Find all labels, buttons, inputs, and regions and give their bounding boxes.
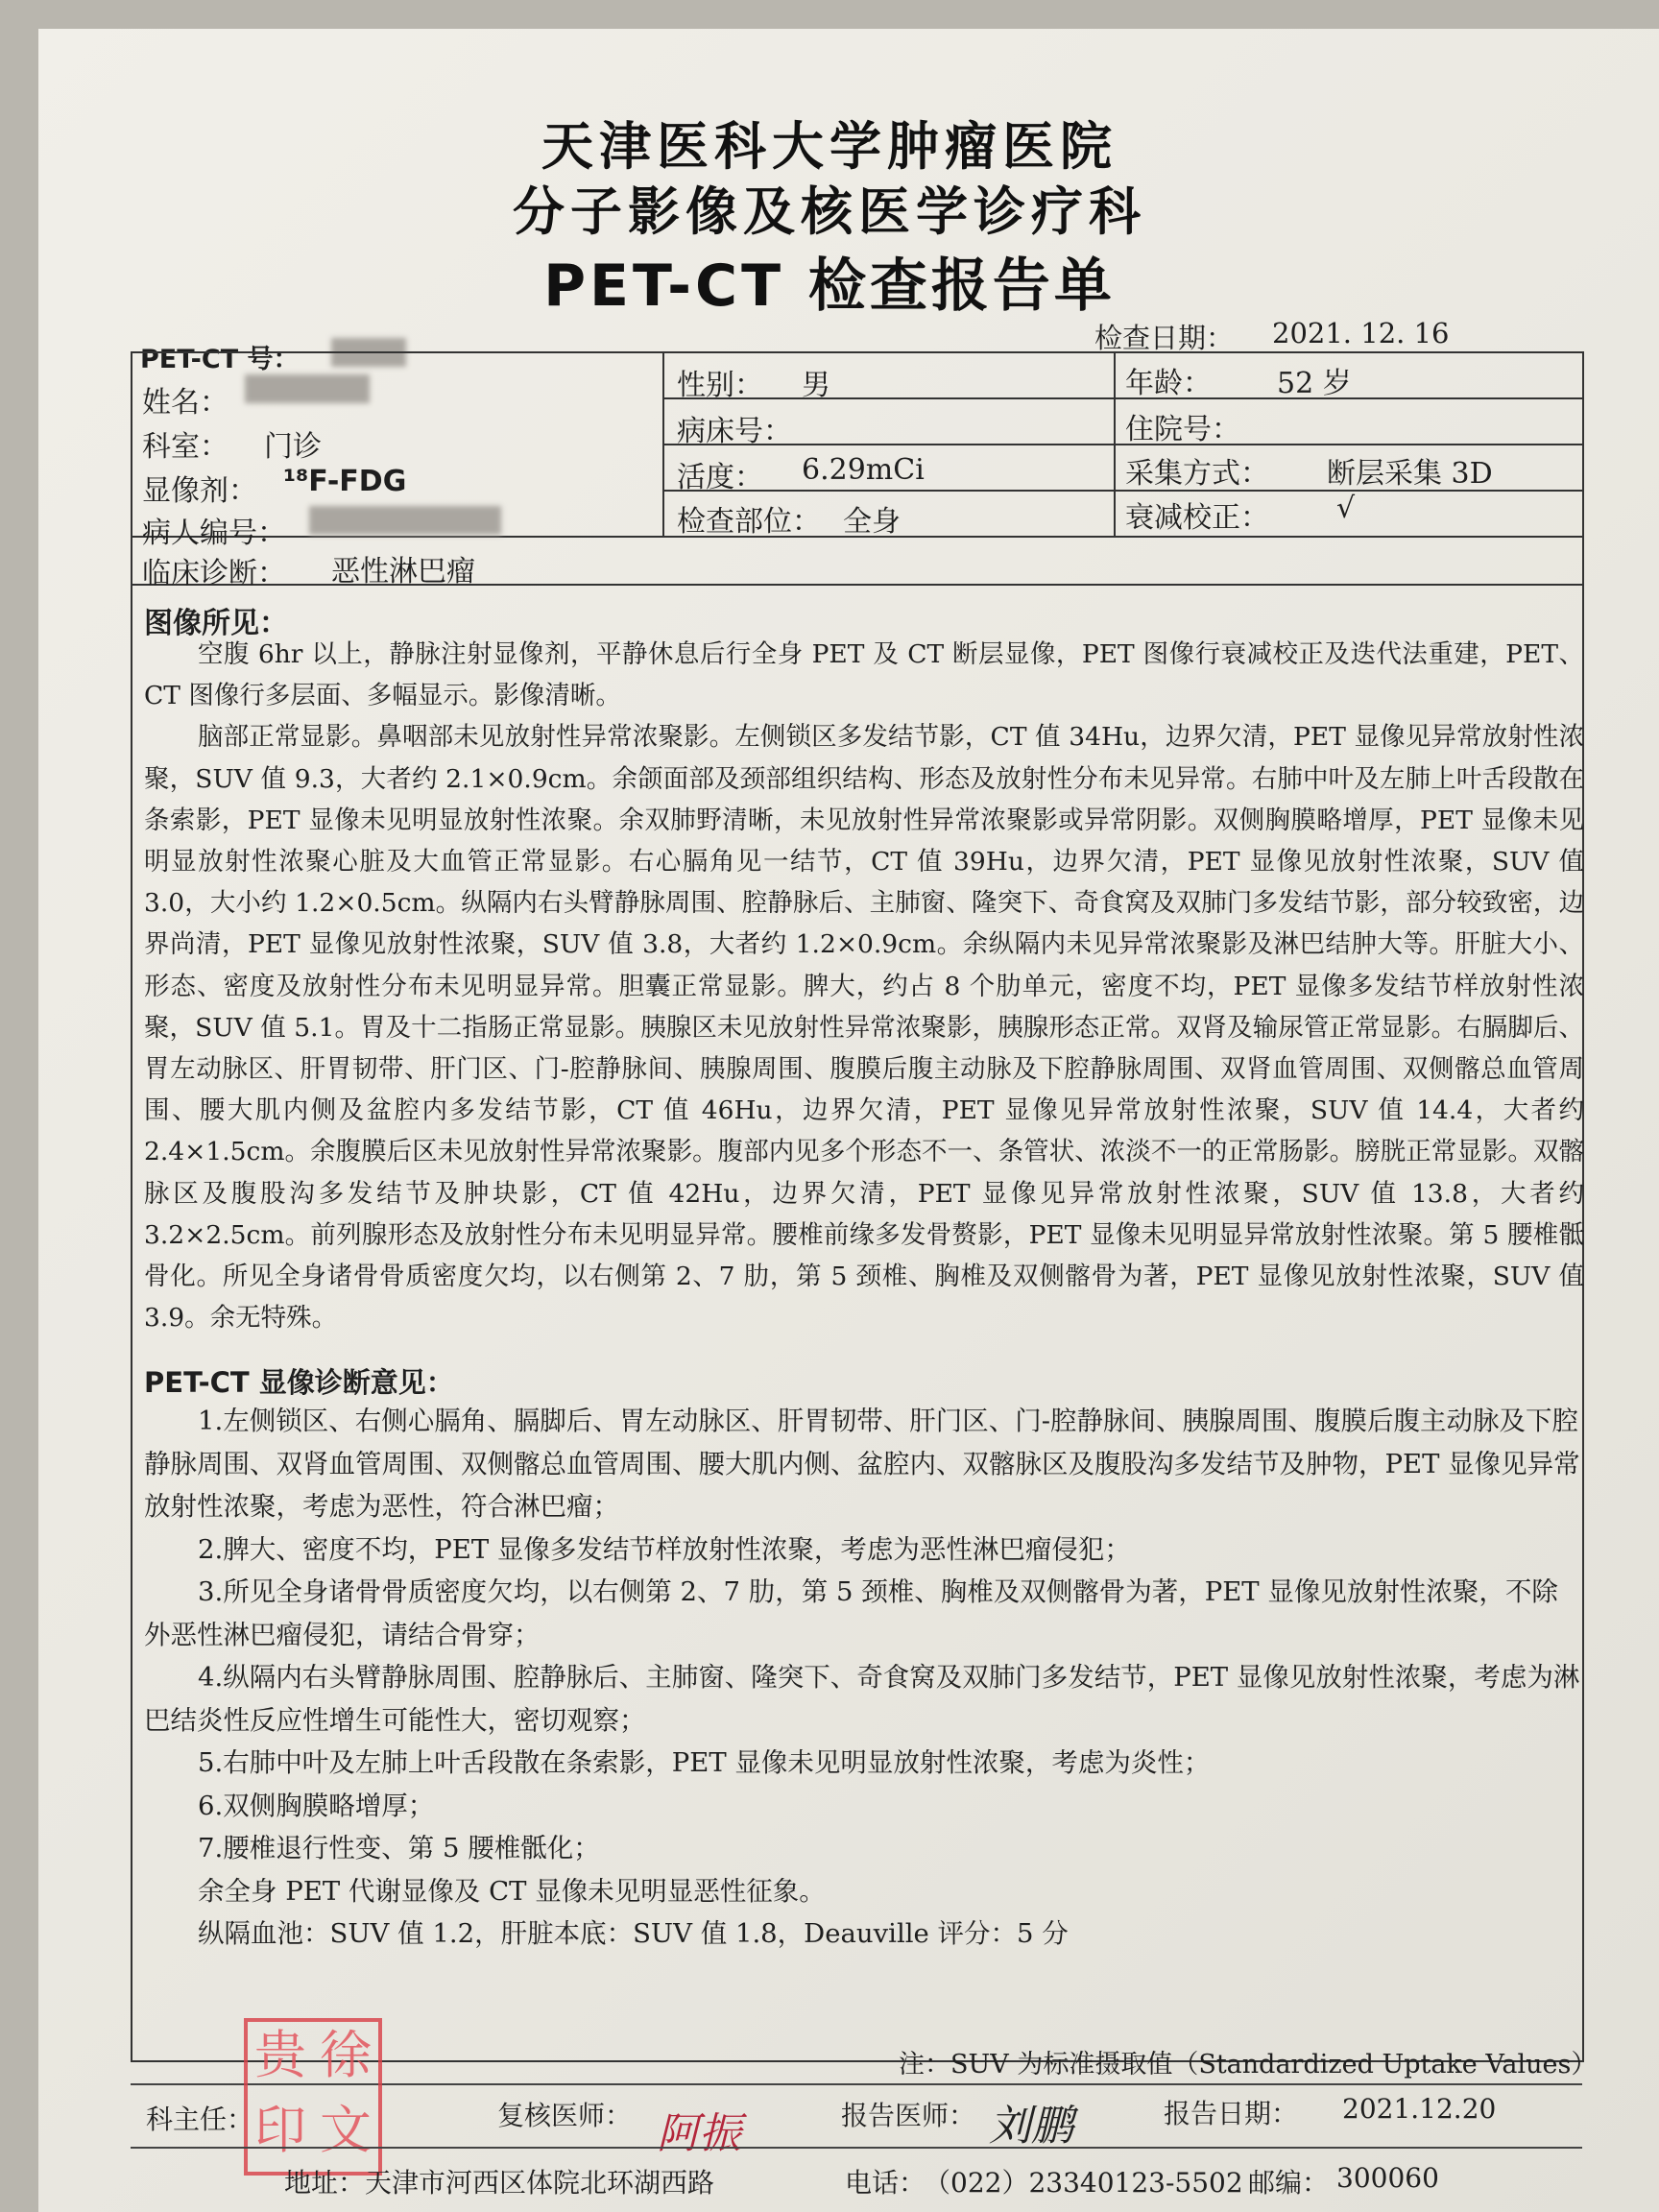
pid-label: 病人编号：	[142, 517, 286, 550]
clin-label: 临床诊断：	[142, 557, 286, 590]
petct-number-label: PET-CT 号：	[140, 345, 300, 374]
reviewer-label: 复核医师：	[497, 2100, 633, 2131]
acq-label: 采集方式：	[1125, 457, 1269, 491]
bed-label: 病床号：	[677, 415, 792, 448]
diagnosis-list	[144, 1400, 1584, 1956]
phone-value: （022）23340123-5502	[924, 2167, 1243, 2199]
findings-heading: 图像所见：	[144, 607, 288, 640]
report-date: 2021.12.20	[1342, 2093, 1497, 2125]
reviewer-signature: 阿振	[657, 2109, 741, 2158]
chief-label: 科主任：	[146, 2104, 254, 2135]
department-name: 分子影像及核医学诊疗科	[513, 181, 1146, 242]
diagnosis-heading: PET-CT 显像诊断意见：	[144, 1366, 454, 1399]
diagnosis-item: 7.腰椎退行性变、第 5 腰椎骶化；	[198, 1833, 600, 1863]
sex-label: 性别：	[677, 369, 763, 402]
redacted-pid	[309, 506, 501, 535]
address-label: 地址：	[284, 2167, 366, 2199]
zip-label: 邮编：	[1248, 2167, 1330, 2199]
atten-label: 衰减校正：	[1125, 501, 1269, 535]
zip-value: 300060	[1336, 2162, 1439, 2194]
sex-value: 男	[802, 369, 830, 402]
diagnosis-item: 3.所见全身诸骨骨质密度欠均，以右侧第 2、7 肋，第 5 颈椎、胸椎及双侧髂骨为著，PET 显像见放射性浓聚，不除外恶性淋巴瘤侵犯，请结合骨穿；	[144, 1576, 1558, 1650]
acq-value: 断层采集 3D	[1327, 457, 1493, 491]
age-label: 年龄：	[1125, 367, 1212, 400]
diagnosis-item: 6.双侧胸膜略增厚；	[198, 1790, 435, 1821]
findings-paragraph: 空腹 6hr 以上，静脉注射显像剂，平静休息后行全身 PET 及 CT 断层显像，PET 图像行衰减校正及迭代法重建，PET、CT 图像行多层面、多幅显示。影像清晰。	[144, 639, 1584, 711]
diagnosis-item: 1.左侧锁区、右侧心膈角、膈脚后、胃左动脉区、肝胃韧带、肝门区、门-腔静脉间、胰腺周围、腹膜后腹主动脉及下腔静脉周围、双肾血管周围、双侧髂总血管周围、腰大肌内侧、盆腔内、双髂脉区及腹股沟多发结节及肿物，PET 显像见异常放射性浓聚，考虑为恶性，符合淋巴瘤；	[144, 1406, 1580, 1522]
atten-value: √	[1336, 492, 1356, 525]
reporter-signature: 刘鹏	[989, 2102, 1073, 2151]
stamp-char: 徐	[320, 2025, 372, 2085]
grid-divider	[662, 444, 1582, 445]
name-label: 姓名：	[142, 386, 228, 420]
diagnosis-item: 5.右肺中叶及左肺上叶舌段散在条索影，PET 显像未见明显放射性浓聚，考虑为炎性；	[198, 1747, 1211, 1778]
stamp-char: 印	[254, 2100, 306, 2160]
findings-paragraph: 脑部正常显影。鼻咽部未见放射性异常浓聚影。左侧锁区多发结节影，CT 值 34Hu，边界欠清，PET 显像见异常放射性浓聚，SUV 值 9.3，大者约 2.1×0.9cm。余颌面部及颈部组织结构、形态及放射性分布未见异常。右肺中叶及左肺上叶舌段散在条索影，PET 显像未见明显放射性浓聚。余双肺野清晰，未见放射性异常浓聚影或异常阴影。双侧胸膜略增厚，PET 显像未见明显放射性浓聚心脏及大血管正常显影。右心膈角见一结节，CT 值 39Hu，边界欠清，PET 显像见放射性浓聚，SUV 值 3.0，大小约 1.2×0.5cm。纵隔内右头臂静脉周围、腔静脉后、主肺窗、隆突下、奇食窝及双肺门多发结节影，部分较致密，边界尚清，PET 显像见放射性浓聚，SUV 值 3.8，大者约 1.2×0.9cm。余纵隔内未见异常浓聚影及淋巴结肿大等。肝脏大小、形态、密度及放射性分布未见明显异常。胆囊正常显影。脾大，约占 8 个肋单元，密度不均，PET 显像多发结节样放射性浓聚，SUV 值 5.1。胃及十二指肠正常显影。胰腺区未见放射性异常浓聚影，胰腺形态正常。双肾及输尿管正常显影。右膈脚后、胃左动脉区、肝胃韧带、肝门区、门-腔静脉间、胰腺周围、腹膜后腹主动脉及下腔静脉周围、双肾血管周围、双侧髂总血管周围、腰大肌内侧及盆腔内多发结节影，CT 值 46Hu，边界欠清，PET 显像见异常放射性浓聚，SUV 值 14.4，大者约 2.4×1.5cm。余腹膜后区未见放射性异常浓聚影。腹部内见多个形态不一、条管状、浓淡不一的正常肠影。膀胱正常显影。双髂脉区及腹股沟多发结节及肿块影，CT 值 42Hu，边界欠清，PET 显像见异常放射性浓聚，SUV 值 13.8，大者约 3.2×2.5cm。前列腺形态及放射性分布未见明显异常。腰椎前缘多发骨赘影，PET 显像未见明显异常放射性浓聚。第 5 腰椎骶骨化。所见全身诸骨骨质密度欠均，以右侧第 2、7 肋，第 5 颈椎、胸椎及双侧髂骨为著，PET 显像见放射性浓聚，SUV 值 3.9。余无特殊。	[144, 722, 1584, 1334]
official-seal-stamp	[244, 2018, 382, 2176]
activity-value: 6.29mCi	[802, 453, 925, 487]
diagnosis-item: 余全身 PET 代谢显像及 CT 显像未见明显恶性征象。	[198, 1875, 826, 1907]
reporter-label: 报告医师：	[841, 2100, 976, 2131]
site-value: 全身	[843, 505, 901, 539]
diagnosis-item: 2.脾大、密度不均，PET 显像多发结节样放射性浓聚，考虑为恶性淋巴瘤侵犯；	[198, 1533, 1131, 1565]
agent-label: 显像剂：	[142, 474, 257, 508]
divider	[131, 2147, 1582, 2149]
grid-divider	[662, 397, 1582, 399]
clin-value: 恶性淋巴瘤	[331, 555, 475, 589]
inpatient-label: 住院号：	[1125, 413, 1240, 446]
dept-label: 科室：	[142, 430, 228, 464]
redacted-name	[245, 374, 370, 403]
age-value: 52 岁	[1277, 367, 1352, 400]
diagnosis-item: 4.纵隔内右头臂静脉周围、腔静脉后、主肺窗、隆突下、奇食窝及双肺门多发结节，PET 显像见放射性浓聚，考虑为淋巴结炎性反应性增生可能性大，密切观察；	[144, 1662, 1580, 1736]
suv-note: 注：SUV 为标准摄取值（Standardized Uptake Values）	[899, 2050, 1598, 2080]
activity-label: 活度：	[677, 461, 763, 494]
report-title: PET-CT 检查报告单	[543, 252, 1116, 320]
agent-value: ¹⁸F-FDG	[283, 465, 407, 498]
findings-text	[144, 634, 1584, 1338]
report-date-label: 报告日期：	[1164, 2098, 1299, 2129]
dept-value: 门诊	[264, 430, 322, 464]
diagnosis-item: 纵隔血池：SUV 值 1.2，肝脏本底：SUV 值 1.8，Deauville 评分：5 分	[198, 1918, 1069, 1949]
hospital-name: 天津医科大学肿瘤医院	[541, 116, 1118, 177]
stamp-char: 贵	[254, 2025, 306, 2085]
exam-date-label: 检查日期：	[1094, 322, 1235, 354]
address-value: 天津市河西区体院北环湖西路	[365, 2167, 715, 2199]
site-label: 检查部位：	[677, 505, 821, 539]
phone-label: 电话：	[845, 2167, 926, 2199]
exam-date: 2021. 12. 16	[1272, 317, 1450, 349]
stamp-char: 文	[320, 2100, 372, 2160]
